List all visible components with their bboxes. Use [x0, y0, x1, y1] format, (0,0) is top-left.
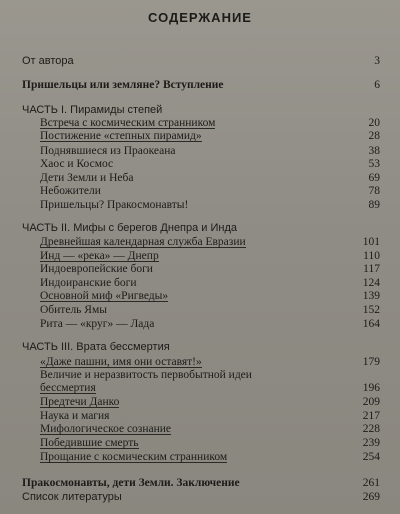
- toc-page-number: 89: [368, 199, 380, 211]
- toc-entry-text: Хаос и Космос: [40, 158, 114, 170]
- toc-entry-text: Величие и неразвитость первобытной идеи: [40, 369, 252, 381]
- toc-page-number: 3: [374, 55, 380, 67]
- toc-page-number: 196: [362, 382, 380, 394]
- toc-entry-text: Победившие смерть: [40, 437, 139, 449]
- toc-part-heading: [22, 104, 380, 116]
- toc-entry-text: Индоевропейские боги: [40, 263, 153, 275]
- toc-entry: [40, 382, 380, 394]
- toc-entry: [40, 250, 380, 262]
- toc-entry-text: Дети Земли и Неба: [40, 172, 134, 184]
- toc-page-number: 69: [368, 172, 380, 184]
- toc-entry: [22, 491, 380, 503]
- toc-page-number: 164: [362, 318, 380, 330]
- toc-entry-text: Основной миф «Ригведы»: [40, 290, 169, 302]
- toc-entry-text: Небожители: [40, 185, 101, 197]
- toc-entry: [40, 437, 380, 449]
- toc-entry: [40, 369, 380, 381]
- toc-page-number: 124: [362, 277, 380, 289]
- toc-page-number: 53: [368, 158, 380, 170]
- toc-entry: [40, 410, 380, 422]
- toc-entry-text: Мифологическое сознание: [40, 423, 172, 435]
- toc-entry-text: Наука и магия: [40, 410, 110, 422]
- toc-page-number: 209: [362, 396, 380, 408]
- toc-entry: [40, 423, 380, 435]
- toc-entry-text: бессмертия: [40, 382, 96, 394]
- toc-entry: [22, 477, 380, 489]
- toc-entry-text: «Даже пашни, имя они оставят!»: [40, 356, 202, 368]
- toc-entry: [40, 277, 380, 289]
- toc-entry-text: Постижение «степных пирамид»: [40, 130, 202, 142]
- toc-entry: [22, 55, 380, 67]
- toc-entry-text: Список литературы: [22, 491, 122, 503]
- toc-page-number: 261: [362, 477, 380, 489]
- toc-entry: [40, 117, 380, 129]
- toc-part-title: ЧАСТЬ III. Врата бессмертия: [22, 341, 170, 353]
- toc-page-number: 101: [362, 236, 380, 248]
- toc-entry: [40, 396, 380, 408]
- toc-part-title: ЧАСТЬ I. Пирамиды степей: [22, 104, 163, 116]
- toc-entry: [40, 451, 380, 463]
- toc-page-number: 228: [362, 423, 380, 435]
- toc-entry: [40, 356, 380, 368]
- toc-entry-text: Обитель Ямы: [40, 304, 107, 316]
- toc-page-number: 110: [363, 250, 380, 262]
- toc-entry-text: Пришельцы? Пракосмонавты!: [40, 199, 189, 211]
- toc-entry: [40, 318, 380, 330]
- toc-entry-text: Предтечи Данко: [40, 396, 120, 408]
- toc-entry: [40, 172, 380, 184]
- toc-part-heading: [22, 341, 380, 353]
- toc-page-number: 78: [368, 185, 380, 197]
- toc-entry-text: Пришельцы или земляне? Вступление: [22, 79, 224, 91]
- toc-page-number: 152: [362, 304, 380, 316]
- toc-entry: [40, 290, 380, 302]
- toc-page-number: 254: [362, 451, 380, 463]
- toc-entry: [40, 304, 380, 316]
- toc-entry-text: Пракосмонавты, дети Земли. Заключение: [22, 477, 240, 489]
- toc-entry-text: Индоиранские боги: [40, 277, 137, 289]
- toc-entry-text: Рита — «круг» — Лада: [40, 318, 155, 330]
- toc-page-number: 217: [362, 410, 380, 422]
- toc-entry-text: Встреча с космическим странником: [40, 117, 216, 129]
- toc-entry: [40, 185, 380, 197]
- toc-page-number: 179: [362, 356, 380, 368]
- toc-entry-text: От автора: [22, 55, 74, 67]
- toc-entry: [40, 145, 380, 157]
- toc-page-number: 239: [362, 437, 380, 449]
- toc-page-number: 117: [363, 263, 380, 275]
- toc-entry: [40, 130, 380, 142]
- toc-page-number: 38: [368, 145, 380, 157]
- toc-part-title: ЧАСТЬ II. Мифы с берегов Днепра и Инда: [22, 222, 238, 234]
- toc-entry-text: Прощание с космическим странником: [40, 451, 228, 463]
- toc-page-number: 269: [362, 491, 380, 503]
- toc-entry-text: Древнейшая календарная служба Евразии: [40, 236, 246, 248]
- toc-entry: [22, 79, 380, 91]
- toc-part-heading: [22, 222, 380, 234]
- toc-page-number: 20: [368, 117, 380, 129]
- toc-page-number: 139: [362, 290, 380, 302]
- toc-entry-text: Поднявшиеся из Праокеана: [40, 145, 176, 157]
- toc-page-number: 6: [374, 79, 380, 91]
- toc-entry: [40, 158, 380, 170]
- toc-entry-text: Инд — «река» — Днепр: [40, 250, 159, 262]
- toc-entry: [40, 263, 380, 275]
- page-title: СОДЕРЖАНИЕ: [148, 10, 252, 25]
- toc-page-number: 28: [368, 130, 380, 142]
- toc-entry: [40, 199, 380, 211]
- toc-entry: [40, 236, 380, 248]
